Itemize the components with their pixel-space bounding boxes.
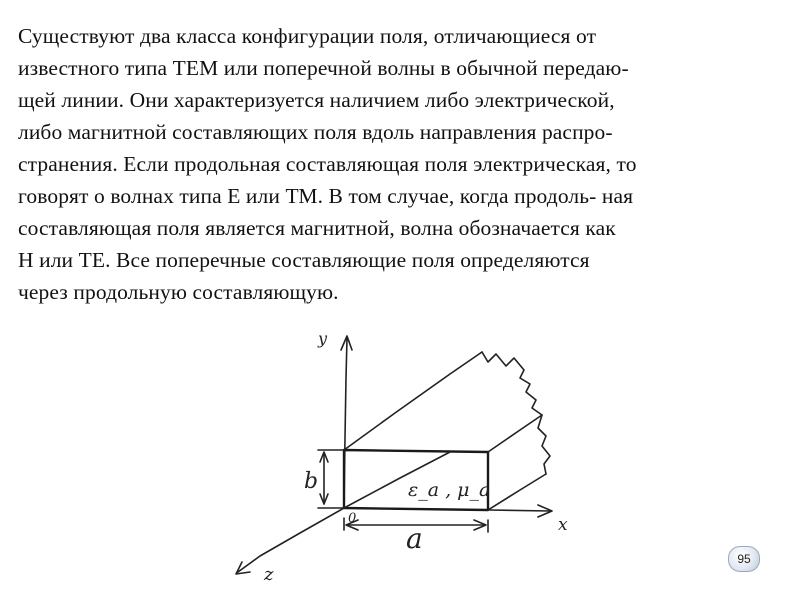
body-paragraph <box>18 20 788 308</box>
x-axis-label: x <box>558 515 568 535</box>
paragraph-line-2: известного типа ТЕМ или поперечной волны в обычной передаю- <box>18 56 629 80</box>
paragraph-line-5: странения. Если продольная составляющая поля электрическая, то <box>18 152 637 176</box>
paragraph-line-3: щей линии. Они характеризуется наличием либо электрической, <box>18 88 615 112</box>
paragraph-line-4: либо магнитной составляющих поля вдоль направления распро- <box>18 120 613 144</box>
y-axis-label: y <box>318 329 328 348</box>
paragraph-line-8: Н или ТЕ. Все поперечные составляющие поля определяются <box>18 248 590 272</box>
paragraph-line-9: через продольную составляющую. <box>18 280 339 304</box>
height-label: b <box>304 469 319 494</box>
paragraph-line-1: Существуют два класса конфигурации поля, отличающиеся от <box>18 24 597 48</box>
origin-label: 0 <box>348 511 357 526</box>
torn-edge <box>482 352 550 474</box>
width-label: a <box>406 522 423 555</box>
waveguide-diagram <box>220 318 600 598</box>
waveguide-sketch <box>220 318 600 598</box>
medium-label: ε_a , μ_a <box>408 479 491 501</box>
z-axis <box>238 508 344 572</box>
page-number: 95 <box>737 552 751 566</box>
z-axis-label: z <box>264 564 274 585</box>
page-number-badge <box>728 546 760 572</box>
paragraph-line-7: составляющая поля является магнитной, волна обозначается как <box>18 216 616 240</box>
paragraph-line-6: говорят о волнах типа Е или ТМ. В том случае, когда продоль- ная <box>18 184 634 208</box>
right-bottom-edge <box>488 474 546 510</box>
top-right-edge <box>488 415 542 452</box>
top-left-edge <box>344 352 482 450</box>
